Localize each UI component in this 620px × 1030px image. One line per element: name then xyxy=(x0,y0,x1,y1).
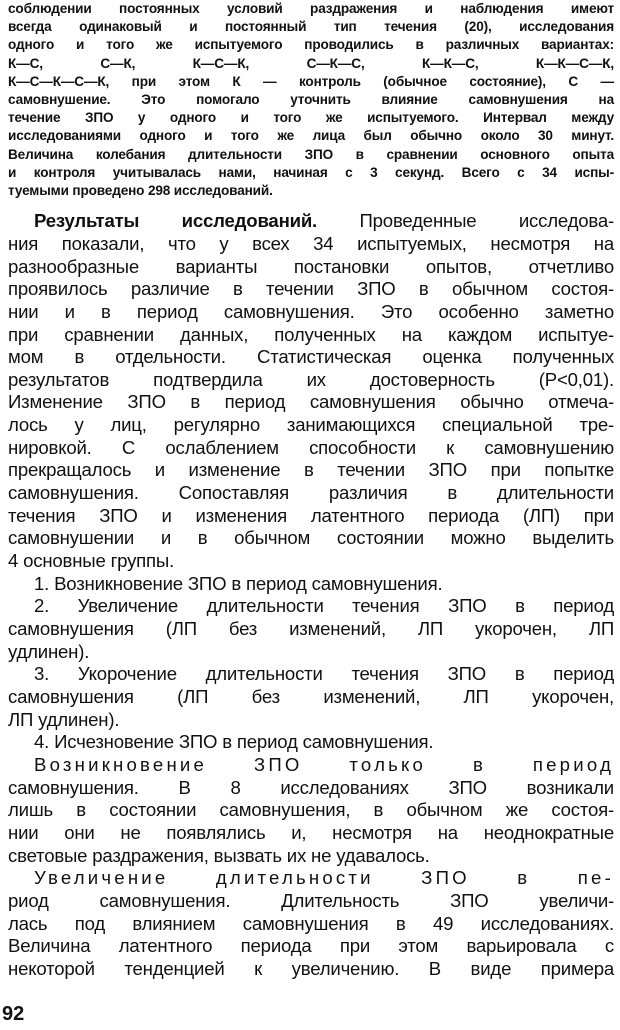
section-heading-line: Возникновение ЗПО только в период xyxy=(34,753,614,775)
text-line: 4 основные группы. xyxy=(8,550,175,572)
text-line: течения ЗПО и изменения латентного периода (ЛП) при xyxy=(8,504,614,526)
text-line: Изменение ЗПО в период самовнушения обычно отмеча- xyxy=(8,391,614,413)
text-line: результатов подтвердила их достоверность (P<0,01). xyxy=(8,368,614,390)
text-line: самовнушения (ЛП без изменений, ЛП укорочен, xyxy=(8,686,614,708)
text-line: разнообразные варианты постановки опытов, отчетливо xyxy=(8,255,614,277)
text-line: световые раздражения, вызвать их не удавалось. xyxy=(8,844,430,866)
text-line: при сравнении данных, полученных на каждом испытуе- xyxy=(8,323,614,345)
text-line: нии и в период самовнушения. Это особенно заметно xyxy=(8,300,614,322)
list-item: 1. Возникновение ЗПО в период самовнушения. xyxy=(34,572,443,594)
text-line: нии они не появлялись и, несмотря на неоднократные xyxy=(8,821,614,843)
text-line: самовнушения. В 8 исследованиях ЗПО возникали xyxy=(8,776,614,798)
list-item: 2. Увеличение длительности течения ЗПО в период xyxy=(34,595,614,617)
text-line: лось у лиц, регулярно занимающихся специальной тре- xyxy=(8,414,614,436)
text-line: одного и того же испытуемого проводились в различных вариантах: xyxy=(8,37,614,53)
text-line: мом в отдельности. Статистическая оценка полученных xyxy=(8,346,614,368)
text-line: ЛП удлинен). xyxy=(8,708,120,730)
text-line: лишь в состоянии самовнушения, в обычном же состоя- xyxy=(8,799,614,821)
text-line: самовнушения (ЛП без изменений, ЛП укорочен, ЛП xyxy=(8,618,614,640)
list-item: 3. Укорочение длительности течения ЗПО в период xyxy=(34,663,614,685)
text-line: и контроля учитывалась нами, начиная с 3 секунд. Всего с 34 испы- xyxy=(8,164,614,180)
text-line: прекращалось и изменение в течении ЗПО при попытке xyxy=(8,459,614,481)
text-line: риод самовнушения. Длительность ЗПО увеличи- xyxy=(8,889,614,911)
text-line: нировкой. С ослаблением способности к самовнушению xyxy=(8,436,614,458)
results-heading-line xyxy=(8,210,614,233)
text-line: самовнушении и в обычном состоянии можно выделить xyxy=(8,527,614,549)
text-line: К—С, С—К, К—С—К, С—К—С, К—К—С, К—К—С—К, xyxy=(8,55,614,71)
text-line: исследованиями одного и того же лица был обычно около 30 минут. xyxy=(8,128,614,144)
main-text xyxy=(8,210,614,980)
text-line: самовнушения. Сопоставляя различия в длительности xyxy=(8,482,614,504)
text-line: самовнушение. Это помогало уточнить влияние самовнушения на xyxy=(8,92,614,108)
text-line: соблюдении постоянных условий раздражения и наблюдения имеют xyxy=(8,1,614,16)
text-line: туемыми проведено 298 исследований. xyxy=(8,183,273,199)
results-heading: Результаты исследований. xyxy=(34,210,318,232)
text-line: некоторой тенденцией к увеличению. В виде примера xyxy=(8,957,614,979)
text-line: лась под влиянием самовнушения в 49 исследованиях. xyxy=(8,912,614,934)
section-heading-line: Увеличение длительности ЗПО в пе- xyxy=(34,867,614,889)
page-number: 92 xyxy=(2,1003,25,1025)
text-line: течение ЗПО у одного и того же испытуемого. Интервал между xyxy=(8,110,614,126)
text-line: всегда одинаковый и постоянный тип течения (20), исследования xyxy=(8,19,614,35)
text-run: Проведенные исследова- xyxy=(359,210,614,232)
text-line: ния показали, что у всех 34 испытуемых, несмотря на xyxy=(8,232,614,254)
text-line: Величина колебания длительности ЗПО в сравнении основного опыта xyxy=(8,146,614,162)
list-item: 4. Исчезновение ЗПО в период самовнушения. xyxy=(34,731,434,753)
text-line: Величина латентного периода при этом варьировала с xyxy=(8,935,614,957)
text-line: проявилось различие в течении ЗПО в обычном состоя- xyxy=(8,278,614,300)
text-line: К—С—К—С—К, при этом К — контроль (обычное состояние), С — xyxy=(8,73,614,89)
text-line: удлинен). xyxy=(8,640,90,662)
small-print-paragraph xyxy=(8,0,614,200)
